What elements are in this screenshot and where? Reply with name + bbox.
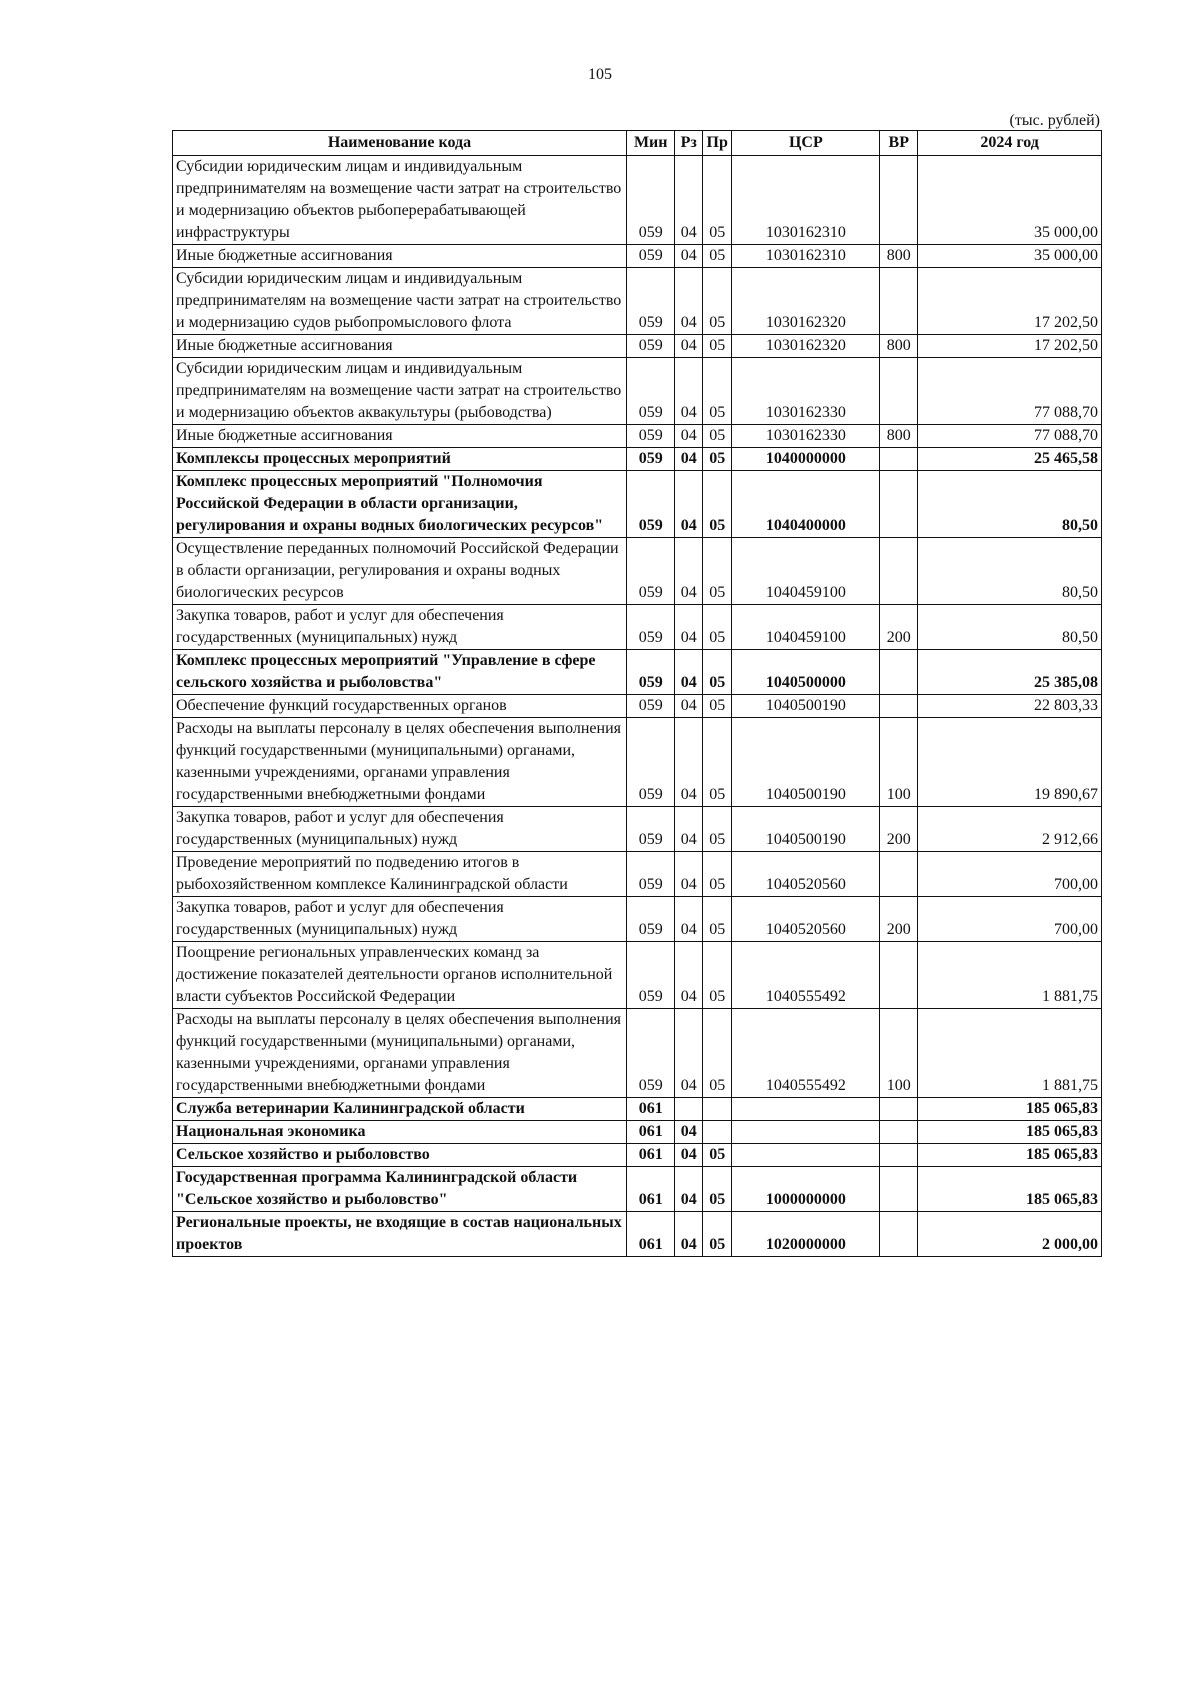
cell-amount: 80,50 [918,471,1102,538]
cell-amount: 22 803,33 [918,695,1102,718]
table-row [173,695,1102,718]
cell-rz: 04 [675,1121,702,1144]
cell-vr: 100 [880,718,918,807]
cell-amount: 185 065,83 [918,1121,1102,1144]
header-rz: Рз [675,131,702,156]
cell-amount: 2 000,00 [918,1212,1102,1257]
table-row [173,650,1102,695]
cell-pr: 05 [702,358,732,425]
cell-vr [880,1167,918,1212]
cell-vr [880,852,918,897]
cell-csr: 1040500190 [732,807,880,852]
cell-rz: 04 [675,358,702,425]
cell-rz: 04 [675,942,702,1009]
cell-pr: 05 [702,1144,732,1167]
cell-min: 059 [626,335,675,358]
cell-amount: 185 065,83 [918,1167,1102,1212]
table-row [173,852,1102,897]
cell-name: Комплекс процессных мероприятий "Полномочия Российской Федерации в области организации, регулирования и охраны водных биологических ресурсов" [173,471,627,538]
cell-csr: 1040555492 [732,942,880,1009]
cell-vr [880,471,918,538]
table-header [173,131,1102,156]
cell-rz: 04 [675,448,702,471]
cell-name: Субсидии юридическим лицам и индивидуальным предпринимателям на возмещение части затрат на строительство и модернизацию объектов рыбоперерабатывающей инфраструктуры [173,156,627,245]
cell-min: 059 [626,695,675,718]
cell-pr: 05 [702,245,732,268]
cell-min: 061 [626,1167,675,1212]
cell-rz: 04 [675,605,702,650]
cell-csr: 1040555492 [732,1009,880,1098]
cell-amount: 1 881,75 [918,942,1102,1009]
cell-vr [880,695,918,718]
cell-csr: 1030162320 [732,268,880,335]
cell-csr: 1040400000 [732,471,880,538]
cell-csr [732,1121,880,1144]
cell-name: Сельское хозяйство и рыболовство [173,1144,627,1167]
table-row [173,718,1102,807]
cell-rz: 04 [675,425,702,448]
cell-name: Комплекс процессных мероприятий "Управление в сфере сельского хозяйства и рыболовства" [173,650,627,695]
cell-vr: 800 [880,335,918,358]
cell-min: 059 [626,448,675,471]
cell-csr: 1040459100 [732,538,880,605]
cell-name: Расходы на выплаты персоналу в целях обеспечения выполнения функций государственными (муниципальными) органами, казенными учреждениями, органами управления государственными внебюджетными фондами [173,1009,627,1098]
cell-pr: 05 [702,650,732,695]
cell-min: 059 [626,471,675,538]
cell-csr: 1030162310 [732,156,880,245]
cell-name: Иные бюджетные ассигнования [173,425,627,448]
cell-vr: 800 [880,425,918,448]
table-row [173,1144,1102,1167]
cell-vr [880,358,918,425]
cell-amount: 77 088,70 [918,425,1102,448]
table-row [173,448,1102,471]
cell-name: Осуществление переданных полномочий Российской Федерации в области организации, регулирования и охраны водных биологических ресурсов [173,538,627,605]
cell-pr: 05 [702,471,732,538]
cell-csr: 1040500190 [732,695,880,718]
cell-amount: 80,50 [918,538,1102,605]
cell-rz: 04 [675,1212,702,1257]
cell-name: Закупка товаров, работ и услуг для обеспечения государственных (муниципальных) нужд [173,807,627,852]
cell-pr: 05 [702,718,732,807]
cell-csr [732,1098,880,1121]
cell-rz: 04 [675,650,702,695]
cell-amount: 25 465,58 [918,448,1102,471]
cell-pr: 05 [702,335,732,358]
cell-min: 059 [626,358,675,425]
cell-name: Субсидии юридическим лицам и индивидуальным предпринимателям на возмещение части затрат на строительство и модернизацию объектов аквакультуры (рыбоводства) [173,358,627,425]
header-name: Наименование кода [173,131,627,156]
cell-pr: 05 [702,852,732,897]
cell-vr: 200 [880,605,918,650]
table-row [173,1167,1102,1212]
cell-pr: 05 [702,538,732,605]
cell-name: Комплексы процессных мероприятий [173,448,627,471]
cell-amount: 25 385,08 [918,650,1102,695]
cell-pr: 05 [702,268,732,335]
cell-amount: 35 000,00 [918,245,1102,268]
cell-rz: 04 [675,807,702,852]
cell-rz: 04 [675,718,702,807]
cell-min: 059 [626,852,675,897]
cell-rz: 04 [675,268,702,335]
table-row [173,1212,1102,1257]
cell-amount: 80,50 [918,605,1102,650]
cell-csr: 1040000000 [732,448,880,471]
cell-min: 061 [626,1098,675,1121]
cell-min: 059 [626,268,675,335]
cell-min: 059 [626,718,675,807]
cell-rz: 04 [675,695,702,718]
cell-amount: 19 890,67 [918,718,1102,807]
header-row [173,131,1102,156]
cell-name: Иные бюджетные ассигнования [173,335,627,358]
cell-vr: 800 [880,245,918,268]
cell-pr [702,1098,732,1121]
cell-csr: 1040459100 [732,605,880,650]
cell-vr: 100 [880,1009,918,1098]
cell-min: 059 [626,605,675,650]
cell-rz: 04 [675,538,702,605]
cell-vr [880,1212,918,1257]
cell-min: 059 [626,897,675,942]
header-year: 2024 год [918,131,1102,156]
header-vr: ВР [880,131,918,156]
cell-pr [702,1121,732,1144]
cell-vr: 200 [880,807,918,852]
cell-name: Государственная программа Калининградской области "Сельское хозяйство и рыболовство" [173,1167,627,1212]
table-row [173,335,1102,358]
cell-name: Проведение мероприятий по подведению итогов в рыбохозяйственном комплексе Калининградской области [173,852,627,897]
cell-rz: 04 [675,1009,702,1098]
units-label: (тыс. рублей) [1009,112,1100,129]
cell-name: Субсидии юридическим лицам и индивидуальным предпринимателям на возмещение части затрат на строительство и модернизацию судов рыбопромыслового флота [173,268,627,335]
cell-pr: 05 [702,807,732,852]
cell-csr: 1000000000 [732,1167,880,1212]
cell-csr: 1040520560 [732,897,880,942]
cell-pr: 05 [702,897,732,942]
cell-amount: 1 881,75 [918,1009,1102,1098]
cell-name: Региональные проекты, не входящие в состав национальных проектов [173,1212,627,1257]
cell-name: Национальная экономика [173,1121,627,1144]
cell-csr: 1040500000 [732,650,880,695]
cell-amount: 17 202,50 [918,268,1102,335]
cell-vr: 200 [880,897,918,942]
cell-csr [732,1144,880,1167]
cell-name: Закупка товаров, работ и услуг для обеспечения государственных (муниципальных) нужд [173,605,627,650]
cell-pr: 05 [702,156,732,245]
table-row [173,156,1102,245]
cell-rz: 04 [675,1167,702,1212]
cell-min: 061 [626,1212,675,1257]
cell-pr: 05 [702,605,732,650]
cell-min: 059 [626,807,675,852]
cell-csr: 1020000000 [732,1212,880,1257]
cell-min: 059 [626,156,675,245]
cell-rz: 04 [675,1144,702,1167]
page-number: 105 [588,66,612,83]
cell-min: 059 [626,425,675,448]
table-row [173,1121,1102,1144]
cell-min: 059 [626,650,675,695]
cell-pr: 05 [702,1167,732,1212]
cell-csr: 1030162320 [732,335,880,358]
cell-rz: 04 [675,897,702,942]
cell-csr: 1030162330 [732,358,880,425]
cell-amount: 77 088,70 [918,358,1102,425]
cell-vr [880,538,918,605]
cell-amount: 35 000,00 [918,156,1102,245]
cell-min: 061 [626,1121,675,1144]
cell-name: Служба ветеринарии Калининградской области [173,1098,627,1121]
table-row [173,425,1102,448]
cell-pr: 05 [702,448,732,471]
cell-pr: 05 [702,425,732,448]
table-row [173,268,1102,335]
cell-rz: 04 [675,471,702,538]
cell-amount: 185 065,83 [918,1098,1102,1121]
cell-name: Поощрение региональных управленческих команд за достижение показателей деятельности органов исполнительной власти субъектов Российской Федерации [173,942,627,1009]
cell-name: Закупка товаров, работ и услуг для обеспечения государственных (муниципальных) нужд [173,897,627,942]
cell-min: 059 [626,538,675,605]
cell-rz: 04 [675,245,702,268]
cell-name: Обеспечение функций государственных органов [173,695,627,718]
cell-vr [880,1098,918,1121]
cell-min: 059 [626,942,675,1009]
table-row [173,807,1102,852]
cell-amount: 700,00 [918,897,1102,942]
cell-vr [880,942,918,1009]
cell-amount: 2 912,66 [918,807,1102,852]
cell-name: Расходы на выплаты персоналу в целях обеспечения выполнения функций государственными (муниципальными) органами, казенными учреждениями, органами управления государственными внебюджетными фондами [173,718,627,807]
budget-table [172,130,1102,1257]
cell-name: Иные бюджетные ассигнования [173,245,627,268]
table-row [173,358,1102,425]
cell-vr [880,650,918,695]
header-pr: Пр [702,131,732,156]
cell-vr [880,448,918,471]
cell-vr [880,1144,918,1167]
cell-pr: 05 [702,1212,732,1257]
table-row [173,605,1102,650]
cell-csr: 1040520560 [732,852,880,897]
cell-pr: 05 [702,942,732,1009]
cell-pr: 05 [702,1009,732,1098]
cell-csr: 1030162330 [732,425,880,448]
table-row [173,1009,1102,1098]
table-body [173,156,1102,1257]
table-row [173,538,1102,605]
cell-rz: 04 [675,852,702,897]
table-row [173,897,1102,942]
cell-amount: 185 065,83 [918,1144,1102,1167]
table-row [173,1098,1102,1121]
cell-amount: 17 202,50 [918,335,1102,358]
cell-vr [880,268,918,335]
cell-pr: 05 [702,695,732,718]
cell-min: 061 [626,1144,675,1167]
cell-rz: 04 [675,156,702,245]
cell-vr [880,156,918,245]
cell-rz: 04 [675,335,702,358]
table-row [173,245,1102,268]
cell-vr [880,1121,918,1144]
header-min: Мин [626,131,675,156]
header-csr: ЦСР [732,131,880,156]
cell-csr: 1040500190 [732,718,880,807]
cell-min: 059 [626,1009,675,1098]
table-row [173,942,1102,1009]
cell-csr: 1030162310 [732,245,880,268]
table-row [173,471,1102,538]
cell-amount: 700,00 [918,852,1102,897]
cell-rz [675,1098,702,1121]
cell-min: 059 [626,245,675,268]
